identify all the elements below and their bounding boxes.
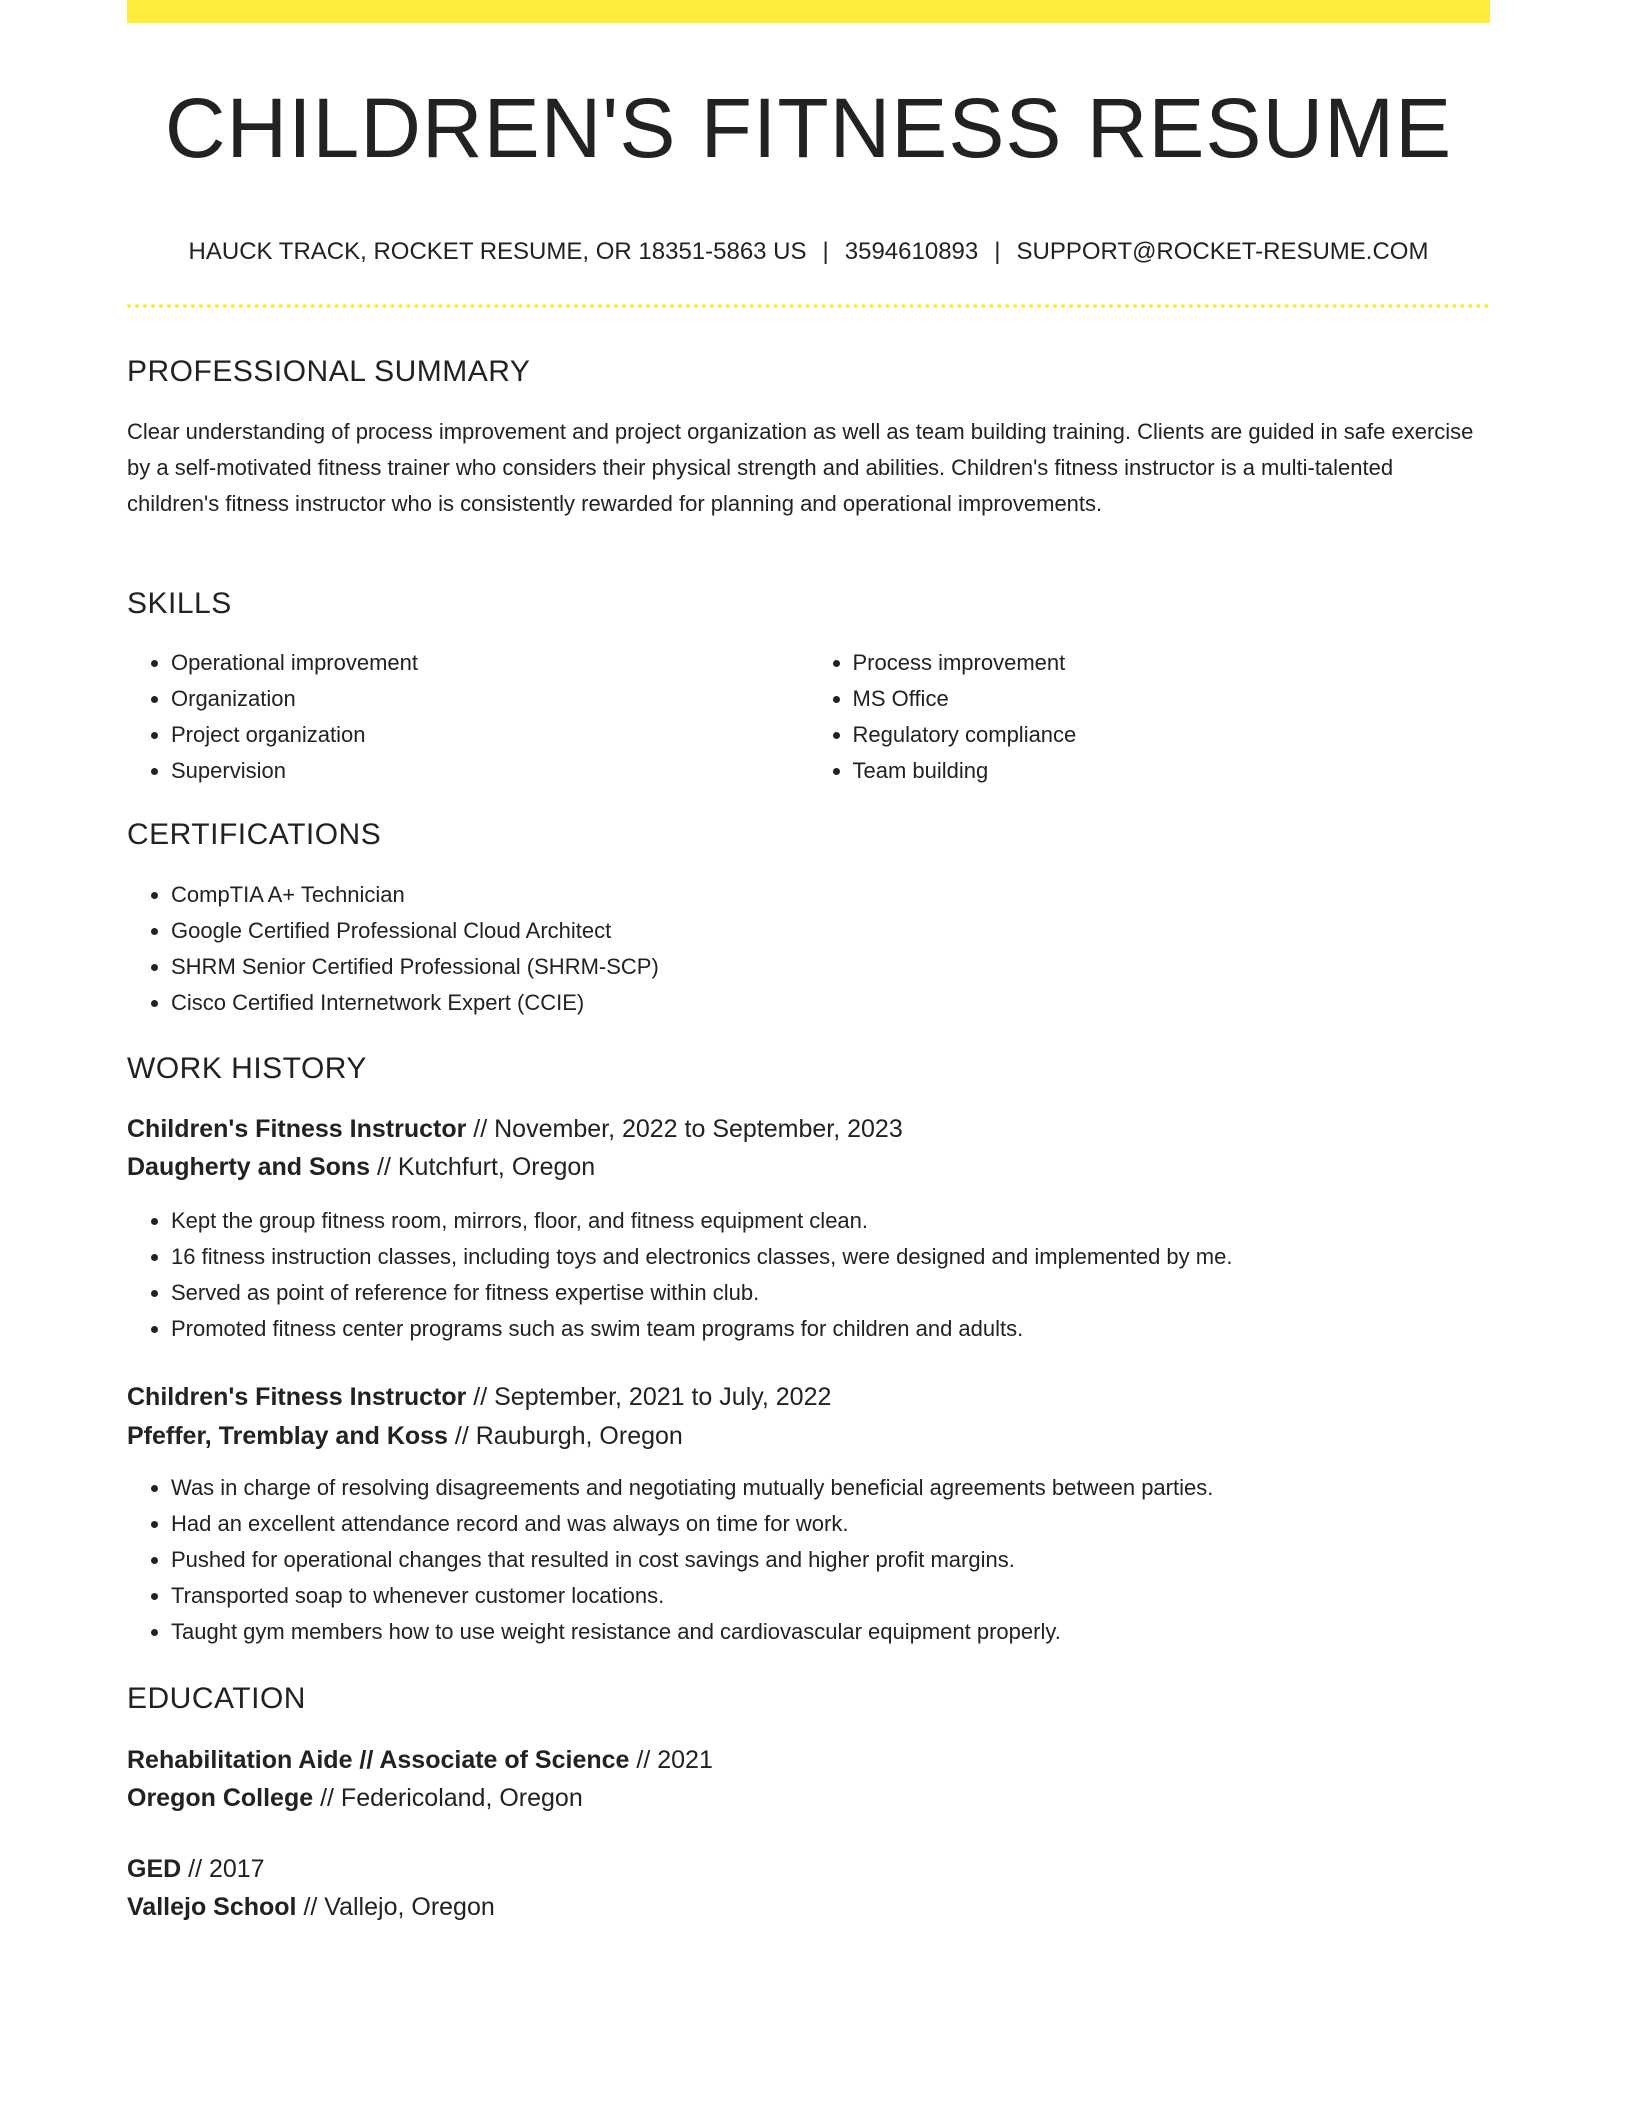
skill-item: • Team building: [853, 753, 1491, 789]
job-duty-item: • Promoted fitness center programs such as swim team programs for children and adults.: [171, 1311, 1490, 1347]
education-school: Vallejo School: [127, 1893, 297, 1921]
skill-item: • Regulatory compliance: [853, 717, 1491, 753]
contact-phone: 3594610893: [844, 238, 979, 265]
skill-item: • Process improvement: [853, 645, 1491, 681]
job-dates: // September, 2021 to July, 2022: [466, 1383, 832, 1411]
skill-item: • Operational improvement: [171, 645, 809, 681]
contact-line: [127, 236, 1490, 268]
job-title: Children's Fitness Instructor: [127, 1115, 467, 1143]
skill-item: • Supervision: [171, 753, 809, 789]
contact-email[interactable]: SUPPORT@ROCKET-RESUME.COM: [1016, 238, 1429, 265]
job-employer: Pfeffer, Tremblay and Koss: [127, 1422, 448, 1450]
certification-item: • Google Certified Professional Cloud Architect: [171, 913, 1490, 949]
job-duties: [127, 1203, 1490, 1347]
job-location: // Kutchfurt, Oregon: [370, 1153, 596, 1181]
job-duty-item: • Kept the group fitness room, mirrors, floor, and fitness equipment clean.: [171, 1203, 1490, 1239]
job-title-line: [127, 1378, 831, 1416]
contact-separator: |: [822, 238, 829, 265]
education-school-line: [127, 1888, 495, 1926]
summary-text: Clear understanding of process improvement and project organization as well as team building training. Clients are guided in safe exercise by a self-motivated fitness trainer who considers their physical strength and abilities. Children's fitness instructor is a multi-talented children's fitness instructor who is consistently rewarded for planning and operational improvements.: [127, 419, 1474, 516]
certifications-list: [127, 877, 1490, 1021]
dotted-divider: [127, 304, 1490, 308]
skill-item: • Organization: [171, 681, 809, 717]
certification-item: • CompTIA A+ Technician: [171, 877, 1490, 913]
contact-address: HAUCK TRACK, ROCKET RESUME, OR 18351-5863 US: [188, 238, 807, 265]
skills-list-right: [809, 645, 1491, 789]
job-duties: [127, 1470, 1490, 1650]
job-duty-item: • Taught gym members how to use weight resistance and cardiovascular equipment properly.: [171, 1614, 1490, 1650]
education-year: // 2017: [181, 1855, 265, 1883]
certifications-block: [127, 877, 1490, 1021]
education-degree: GED: [127, 1855, 182, 1883]
job-title-line: [127, 1110, 903, 1148]
education-degree: Rehabilitation Aide // Associate of Science: [127, 1746, 630, 1774]
job-employer-line: [127, 1148, 595, 1186]
job-dates: // November, 2022 to September, 2023: [466, 1115, 903, 1143]
job-duty-item: • Transported soap to whenever customer locations.: [171, 1578, 1490, 1614]
section-heading-skills: SKILLS: [127, 587, 232, 620]
education-school-line: [127, 1779, 583, 1817]
job-title: Children's Fitness Instructor: [127, 1383, 467, 1411]
section-heading-work-history: WORK HISTORY: [127, 1052, 367, 1085]
education-location: // Vallejo, Oregon: [296, 1893, 495, 1921]
certification-item: • Cisco Certified Internetwork Expert (CCIE): [171, 985, 1490, 1021]
section-heading-certifications: CERTIFICATIONS: [127, 818, 382, 851]
contact-separator: |: [994, 238, 1001, 265]
skills-columns: [127, 645, 1490, 789]
section-heading-summary: PROFESSIONAL SUMMARY: [127, 355, 531, 388]
job-location: // Rauburgh, Oregon: [447, 1422, 683, 1450]
education-degree-line: [127, 1741, 713, 1779]
job-duty-item: • Was in charge of resolving disagreements and negotiating mutually beneficial agreements between parties.: [171, 1470, 1490, 1506]
job-duty-item: • Had an excellent attendance record and was always on time for work.: [171, 1506, 1490, 1542]
education-school: Oregon College: [127, 1784, 314, 1812]
skill-item: • MS Office: [853, 681, 1491, 717]
education-year: // 2021: [629, 1746, 713, 1774]
education-degree-line: [127, 1850, 265, 1888]
resume-title: CHILDREN'S FITNESS RESUME: [164, 81, 1453, 175]
accent-top-bar: [127, 0, 1490, 23]
job-duty-item: • Pushed for operational changes that resulted in cost savings and higher profit margins.: [171, 1542, 1490, 1578]
certification-item: • SHRM Senior Certified Professional (SHRM-SCP): [171, 949, 1490, 985]
job-duties-list: [127, 1203, 1490, 1347]
job-duties-list: [127, 1470, 1490, 1650]
job-employer: Daugherty and Sons: [127, 1153, 371, 1181]
job-duty-item: • 16 fitness instruction classes, including toys and electronics classes, were designed and implemented by me.: [171, 1239, 1490, 1275]
education-location: // Federicoland, Oregon: [313, 1784, 583, 1812]
job-duty-item: • Served as point of reference for fitness expertise within club.: [171, 1275, 1490, 1311]
skill-item: • Project organization: [171, 717, 809, 753]
section-heading-education: EDUCATION: [127, 1682, 306, 1715]
skills-list-left: [127, 645, 809, 789]
job-employer-line: [127, 1417, 683, 1455]
